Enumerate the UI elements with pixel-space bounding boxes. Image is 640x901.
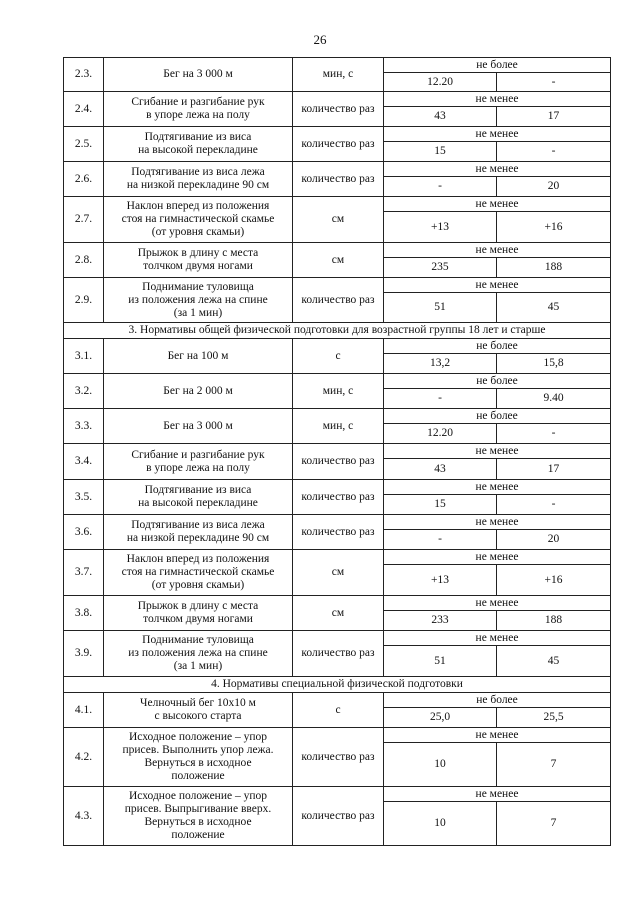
condition-cell: не менее <box>384 480 611 495</box>
row-number: 2.9. <box>64 278 104 323</box>
value-cell-1: - <box>384 177 497 197</box>
condition-cell: не менее <box>384 127 611 142</box>
value-cell-2: 20 <box>497 530 611 550</box>
row-number: 2.8. <box>64 243 104 278</box>
unit-cell: количество раз <box>293 92 384 127</box>
row-number: 3.8. <box>64 596 104 631</box>
row-number: 3.9. <box>64 631 104 677</box>
table-row <box>64 127 611 142</box>
value-cell-2: 20 <box>497 177 611 197</box>
condition-cell: не менее <box>384 631 611 646</box>
row-number: 4.3. <box>64 787 104 846</box>
table-row <box>64 550 611 565</box>
section-row <box>64 677 611 693</box>
condition-cell: не менее <box>384 728 611 743</box>
unit-cell: количество раз <box>293 631 384 677</box>
unit-cell: мин, с <box>293 58 384 92</box>
row-number: 3.2. <box>64 374 104 409</box>
row-number: 3.6. <box>64 515 104 550</box>
condition-cell: не более <box>384 693 611 708</box>
value-cell-2: 45 <box>497 646 611 677</box>
row-number: 3.7. <box>64 550 104 596</box>
unit-cell: мин, с <box>293 409 384 444</box>
table-row <box>64 278 611 293</box>
unit-cell: количество раз <box>293 444 384 480</box>
table-row <box>64 787 611 802</box>
value-cell-1: 10 <box>384 743 497 787</box>
unit-cell: см <box>293 550 384 596</box>
value-cell-1: 13,2 <box>384 354 497 374</box>
exercise-name: Наклон вперед из положения стоя на гимнастической скамье (от уровня скамьи) <box>104 550 293 596</box>
unit-cell: см <box>293 243 384 278</box>
section-row <box>64 323 611 339</box>
value-cell-1: 10 <box>384 802 497 846</box>
row-number: 3.5. <box>64 480 104 515</box>
value-cell-1: 15 <box>384 142 497 162</box>
value-cell-1: 43 <box>384 459 497 480</box>
exercise-name: Бег на 3 000 м <box>104 409 293 444</box>
unit-cell: количество раз <box>293 787 384 846</box>
row-number: 2.5. <box>64 127 104 162</box>
row-number: 2.6. <box>64 162 104 197</box>
value-cell-1: 15 <box>384 495 497 515</box>
condition-cell: не менее <box>384 444 611 459</box>
value-cell-1: 233 <box>384 611 497 631</box>
row-number: 4.2. <box>64 728 104 787</box>
table-row <box>64 693 611 708</box>
unit-cell: количество раз <box>293 127 384 162</box>
exercise-name: Сгибание и разгибание рук в упоре лежа на полу <box>104 444 293 480</box>
page-number: 26 <box>313 32 327 47</box>
table-row <box>64 515 611 530</box>
unit-cell: см <box>293 596 384 631</box>
exercise-name: Бег на 2 000 м <box>104 374 293 409</box>
section-title: 4. Нормативы специальной физической подготовки <box>64 677 611 693</box>
value-cell-2: 9.40 <box>497 389 611 409</box>
row-number: 3.3. <box>64 409 104 444</box>
condition-cell: не менее <box>384 162 611 177</box>
row-number: 2.3. <box>64 58 104 92</box>
value-cell-2: - <box>497 424 611 444</box>
value-cell-2: - <box>497 142 611 162</box>
exercise-name: Исходное положение – упор присев. Выполнить упор лежа. Вернуться в исходное положение <box>104 728 293 787</box>
row-number: 3.4. <box>64 444 104 480</box>
value-cell-1: - <box>384 389 497 409</box>
table-row <box>64 480 611 495</box>
value-cell-2: 15,8 <box>497 354 611 374</box>
value-cell-2: +16 <box>497 565 611 596</box>
exercise-name: Прыжок в длину с места толчком двумя ногами <box>104 596 293 631</box>
unit-cell: с <box>293 339 384 374</box>
table-row <box>64 243 611 258</box>
exercise-name: Сгибание и разгибание рук в упоре лежа на полу <box>104 92 293 127</box>
exercise-name: Бег на 3 000 м <box>104 58 293 92</box>
condition-cell: не более <box>384 409 611 424</box>
exercise-name: Поднимание туловища из положения лежа на спине (за 1 мин) <box>104 278 293 323</box>
value-cell-1: 25,0 <box>384 708 497 728</box>
unit-cell: количество раз <box>293 728 384 787</box>
value-cell-1: - <box>384 530 497 550</box>
value-cell-1: 51 <box>384 293 497 323</box>
unit-cell: количество раз <box>293 480 384 515</box>
value-cell-2: 45 <box>497 293 611 323</box>
table-row <box>64 339 611 354</box>
unit-cell: см <box>293 197 384 243</box>
table-row <box>64 197 611 212</box>
condition-cell: не менее <box>384 92 611 107</box>
value-cell-2: 17 <box>497 459 611 480</box>
exercise-name: Подтягивание из виса лежа на низкой перекладине 90 см <box>104 515 293 550</box>
value-cell-2: 17 <box>497 107 611 127</box>
table-row <box>64 444 611 459</box>
value-cell-2: 188 <box>497 611 611 631</box>
table-row <box>64 58 611 73</box>
table-row <box>64 596 611 611</box>
section-title: 3. Нормативы общей физической подготовки для возрастной группы 18 лет и старше <box>64 323 611 339</box>
unit-cell: с <box>293 693 384 728</box>
condition-cell: не менее <box>384 550 611 565</box>
table-row <box>64 631 611 646</box>
value-cell-1: +13 <box>384 212 497 243</box>
unit-cell: мин, с <box>293 374 384 409</box>
value-cell-2: 7 <box>497 802 611 846</box>
value-cell-2: - <box>497 495 611 515</box>
exercise-name: Исходное положение – упор присев. Выпрыгивание вверх. Вернуться в исходное положение <box>104 787 293 846</box>
value-cell-2: 7 <box>497 743 611 787</box>
condition-cell: не более <box>384 339 611 354</box>
condition-cell: не менее <box>384 596 611 611</box>
unit-cell: количество раз <box>293 515 384 550</box>
value-cell-1: 12.20 <box>384 424 497 444</box>
exercise-name: Подтягивание из виса на высокой перекладине <box>104 480 293 515</box>
condition-cell: не более <box>384 58 611 73</box>
value-cell-2: - <box>497 73 611 92</box>
condition-cell: не менее <box>384 243 611 258</box>
value-cell-1: 235 <box>384 258 497 278</box>
exercise-name: Подтягивание из виса лежа на низкой перекладине 90 см <box>104 162 293 197</box>
table-row <box>64 92 611 107</box>
norms-table <box>63 57 611 846</box>
unit-cell: количество раз <box>293 278 384 323</box>
condition-cell: не менее <box>384 278 611 293</box>
row-number: 3.1. <box>64 339 104 374</box>
value-cell-1: 43 <box>384 107 497 127</box>
exercise-name: Поднимание туловища из положения лежа на спине (за 1 мин) <box>104 631 293 677</box>
table-row <box>64 374 611 389</box>
value-cell-1: 51 <box>384 646 497 677</box>
value-cell-2: +16 <box>497 212 611 243</box>
exercise-name: Прыжок в длину с места толчком двумя ногами <box>104 243 293 278</box>
condition-cell: не менее <box>384 515 611 530</box>
condition-cell: не менее <box>384 787 611 802</box>
condition-cell: не менее <box>384 197 611 212</box>
exercise-name: Подтягивание из виса на высокой перекладине <box>104 127 293 162</box>
exercise-name: Челночный бег 10х10 м с высокого старта <box>104 693 293 728</box>
condition-cell: не более <box>384 374 611 389</box>
value-cell-1: 12.20 <box>384 73 497 92</box>
exercise-name: Наклон вперед из положения стоя на гимнастической скамье (от уровня скамьи) <box>104 197 293 243</box>
exercise-name: Бег на 100 м <box>104 339 293 374</box>
value-cell-2: 188 <box>497 258 611 278</box>
value-cell-1: +13 <box>384 565 497 596</box>
unit-cell: количество раз <box>293 162 384 197</box>
value-cell-2: 25,5 <box>497 708 611 728</box>
table-row <box>64 162 611 177</box>
row-number: 2.4. <box>64 92 104 127</box>
table-row <box>64 409 611 424</box>
table-row <box>64 728 611 743</box>
row-number: 2.7. <box>64 197 104 243</box>
row-number: 4.1. <box>64 693 104 728</box>
